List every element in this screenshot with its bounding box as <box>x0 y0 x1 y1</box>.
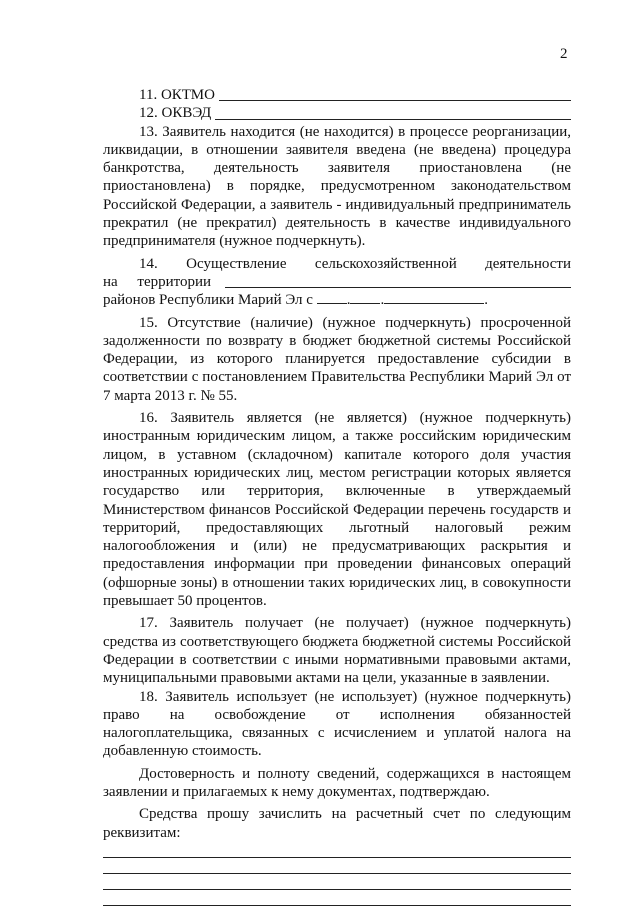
item-14-line-3-prefix: районов Республики Марий Эл с <box>103 292 313 309</box>
bank-details-blank-line-2 <box>103 858 571 874</box>
bank-details-blank-line-1 <box>103 842 571 858</box>
date-separator-2: . <box>380 292 385 309</box>
page-number: 2 <box>560 46 568 62</box>
item-14-line-1: 14. Осуществление сельскохозяйственной деятельности <box>139 255 571 272</box>
oktmo-blank-line <box>219 86 571 101</box>
okved-label: 12. ОКВЭД <box>139 105 212 122</box>
bank-details-blank-line-4 <box>103 890 571 906</box>
date-year-blank <box>384 291 484 304</box>
bank-details-paragraph: Средства прошу зачислить на расчетный счет по следующим реквизитам: <box>103 806 571 841</box>
okved-field <box>103 104 571 122</box>
item-14-line-2: на территории <box>103 273 212 290</box>
confirmation-paragraph: Достоверность и полноту сведений, содержащихся в настоящем заявлении и прилагаемых к нему документах, подтверждаю. <box>103 765 571 800</box>
item-14-date-line <box>103 291 571 309</box>
oktmo-field <box>103 86 571 104</box>
item-14-territory-field <box>103 273 571 291</box>
date-end-period: . <box>484 292 488 309</box>
item-16-paragraph: 16. Заявитель является (не является) (нужное подчеркнуть) иностранным юридическим лицом, а также российским юридическим лицом, в уставном (складочном) капитале которого доля участия иностранных юридических лиц, местом регистрации которых является государство или территория, включенные в утверждаемый Министерством финансов Российской Федерации перечень государств и территорий, предоставляющих льготный налоговый режим налогообложения и (или) не предусматривающих раскрытия и предоставления информации при проведении финансовых операций (офшорные зоны) в отношении таких юридических лиц, в совокупности превышает 50 процентов. <box>103 410 571 610</box>
item-15-paragraph: 15. Отсутствие (наличие) (нужное подчеркнуть) просроченной задолженности по возврату в бюджет бюджетной системы Российской Федерации, из которого планируется предоставление субсидии в соответствии с постановлением Правительства Республики Марий Эл от 7 марта 2013 г. № 55. <box>103 314 571 404</box>
item-18-paragraph: 18. Заявитель использует (не использует) (нужное подчеркнуть) право на освобождение от исполнения обязанностей налогоплательщика, связанных с исчислением и уплатой налога на добавленную стоимость. <box>103 688 571 760</box>
date-day-blank <box>317 291 347 304</box>
document-body <box>103 86 571 906</box>
oktmo-label: 11. ОКТМО <box>139 87 215 103</box>
date-separator-1: . <box>346 292 351 309</box>
bank-details-blank-line-3 <box>103 874 571 890</box>
territory-blank-line <box>225 273 571 288</box>
item-13-paragraph: 13. Заявитель находится (не находится) в процессе реорганизации, ликвидации, в отношении заявителя введена (не введена) процедура банкротства, деятельность заявителя приостановлена (не приостановлена) в порядке, предусмотренном законодательством Российской Федерации, а заявитель - индивидуальный предприниматель прекратил (не прекратил) деятельность в качестве индивидуального предпринимателя (нужное подчеркнуть). <box>103 123 571 250</box>
date-month-blank <box>350 291 380 304</box>
okved-blank-line <box>215 105 571 120</box>
item-17-paragraph: 17. Заявитель получает (не получает) (нужное подчеркнуть) средства из соответствующего бюджета бюджетной системы Российской Федерации в соответствии с иными нормативными правовыми актами, муниципальными правовыми актами на цели, указанные в заявлении. <box>103 615 571 687</box>
